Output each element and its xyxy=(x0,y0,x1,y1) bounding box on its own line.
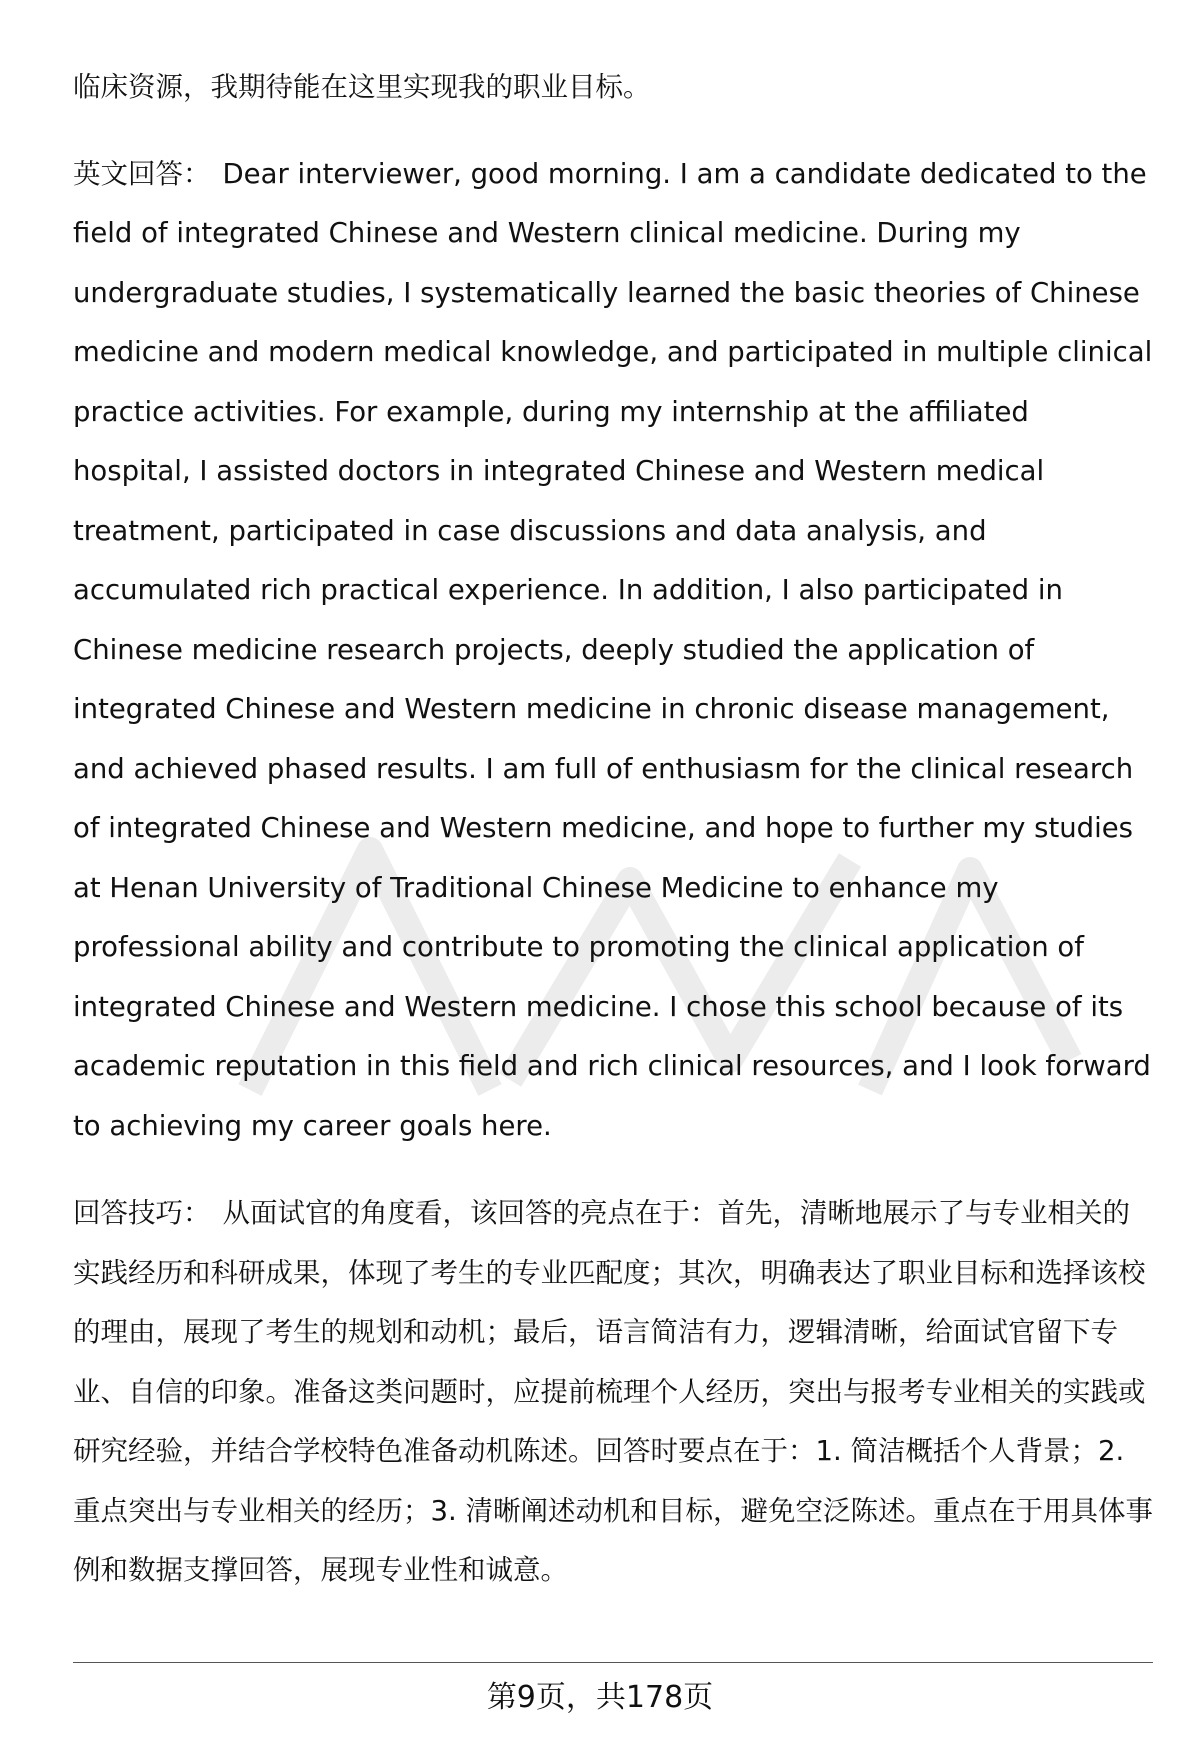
answer-tips-text: 从面试官的角度看，该回答的亮点在于：首先，清晰地展示了与专业相关的实践经历和科研成果，体现了考生的专业匹配度；其次，明确表达了职业目标和选择该校的理由，展现了考生的规划和动机；最后，语言简洁有力，逻辑清晰，给面试官留下专业、自信的印象。准备这类问题时，应提前梳理个人经历，突出与报考专业相关的实践或研究经验，并结合学校特色准备动机陈述。回答时要点在于：1. 简洁概括个人背景；2. 重点突出与专业相关的经历；3. 清晰阐述动机和目标，避免空泛陈述。重点在于用具体事例和数据支撑回答，展现专业性和诚意。 xyxy=(73,1197,1153,1586)
english-answer-label: 英文回答： xyxy=(73,157,211,190)
answer-tips-label: 回答技巧： xyxy=(73,1197,211,1229)
page-number: 第9页，共178页 xyxy=(486,1680,714,1715)
document-body xyxy=(73,58,1153,1601)
english-answer-paragraph xyxy=(73,145,1153,1157)
answer-tips-paragraph xyxy=(73,1184,1153,1601)
english-answer-text: Dear interviewer, good morning. I am a candidate dedicated to the field of integrated Chinese and Western clinical medicine. During my undergraduate studies, I systematically learned the basic theories of Chinese medicine and modern medical knowledge, and participated in multiple clinical practice activities. For example, during my internship at the affiliated hospital, I assisted doctors in integrated Chinese and Western medical treatment, participated in case discussions and data analysis, and accumulated rich practical experience. In addition, I also participated in Chinese medicine research projects, deeply studied the application of integrated Chinese and Western medicine in chronic disease management, and achieved phased results. I am full of enthusiasm for the clinical research of integrated Chinese and Western medicine, and hope to further my studies at Henan University of Traditional Chinese Medicine to enhance my professional ability and contribute to promoting the clinical application of integrated Chinese and Western medicine. I chose this school because of its academic reputation in this field and rich clinical resources, and I look forward to achieving my career goals here. xyxy=(73,157,1153,1142)
continued-paragraph: 临床资源，我期待能在这里实现我的职业目标。 xyxy=(73,71,651,103)
footer-divider xyxy=(73,1662,1153,1663)
